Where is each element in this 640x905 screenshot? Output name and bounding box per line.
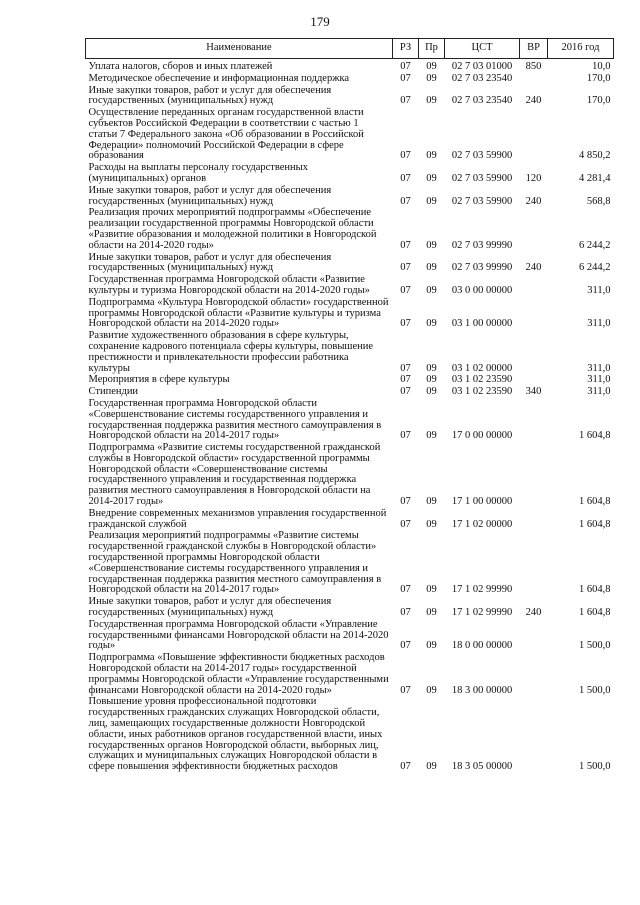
row-rz: 07: [400, 518, 411, 530]
row-cst: 17 0 00 00000: [451, 430, 513, 442]
row-sum: 311,0: [587, 284, 611, 296]
row-pr: 09: [426, 518, 437, 530]
row-vr: [520, 331, 548, 375]
row-pr: 09: [426, 640, 437, 652]
row-name: Расходы на выплаты персоналу государственных (муниципальных) органов: [88, 162, 308, 184]
row-sum: 170,0: [586, 72, 611, 84]
row-cst: 03 1 00 00000: [451, 318, 513, 330]
table-row: [86, 443, 614, 509]
row-name: Государственная программа Новгородской области «Развитие культуры и туризма Новгородской области на 2014-2020 годы»: [88, 274, 370, 296]
row-name: Иные закупки товаров, работ и услуг для обеспечения государственных (муниципальных) нужд: [88, 84, 332, 107]
row-sum: 6 244,2: [579, 239, 611, 251]
row-sum: 6 244,2: [579, 262, 611, 274]
row-rz: 07: [400, 195, 411, 207]
row-cst: 03 0 00 00000: [451, 284, 513, 296]
header-name: Наименование: [86, 39, 393, 59]
row-rz: 07: [400, 761, 411, 773]
budget-table: [85, 38, 614, 774]
header-rz: РЗ: [393, 39, 419, 59]
table-row: [86, 697, 614, 774]
row-cst: 02 7 03 59900: [451, 150, 513, 162]
row-cst: 02 7 03 99990: [451, 262, 513, 274]
row-pr: 09: [426, 262, 437, 274]
row-cst: 03 1 02 23590: [451, 374, 513, 386]
row-sum: 1 500,0: [579, 684, 611, 696]
row-pr: 09: [426, 430, 437, 442]
row-vr: [520, 531, 548, 597]
row-name: Внедрение современных механизмов управления государственной гражданской службой: [88, 507, 387, 530]
row-pr: 09: [426, 195, 437, 207]
row-vr: [520, 208, 548, 252]
row-sum: 4 850,2: [579, 150, 611, 162]
row-rz: 07: [400, 386, 411, 398]
row-vr: 240: [525, 95, 542, 107]
row-name: Повышение уровня профессиональной подготовки государственных гражданских служащих Новгородской области, лиц, замещающих государственные должности Новгородской области, иных работников органов государственной власти, иных государственных органов Новгородской области, выборных лиц, служащих и муниципальных служащих Новгородской области в сфере повышения эффективности бюджетных расходов: [88, 696, 383, 773]
row-cst: 02 7 03 23540: [451, 72, 513, 84]
table-header-row: [86, 39, 614, 59]
row-vr: 240: [525, 262, 542, 274]
row-vr: [520, 108, 548, 163]
row-pr: 09: [426, 362, 437, 374]
row-vr: [520, 509, 548, 532]
row-pr: 09: [426, 72, 437, 84]
row-rz: 07: [400, 640, 411, 652]
row-vr: 240: [525, 607, 542, 619]
row-vr: [520, 620, 548, 653]
row-cst: 02 7 03 01000: [451, 61, 513, 72]
table-row: [86, 399, 614, 443]
header-vr: ВР: [520, 39, 548, 59]
table-row: [86, 74, 614, 86]
row-rz: 07: [400, 318, 411, 330]
row-rz: 07: [400, 172, 411, 184]
row-name: Иные закупки товаров, работ и услуг для обеспечения государственных (муниципальных) нужд: [88, 596, 332, 619]
row-sum: 311,0: [587, 318, 611, 330]
row-sum: 311,0: [587, 386, 611, 398]
row-cst: 17 1 00 00000: [451, 496, 513, 508]
row-sum: 311,0: [587, 362, 611, 374]
row-pr: 09: [426, 150, 437, 162]
row-pr: 09: [426, 374, 437, 386]
row-name: Стипендии: [88, 386, 139, 398]
row-rz: 07: [400, 584, 411, 596]
row-pr: 09: [426, 386, 437, 398]
row-name: Подпрограмма «Культура Новгородской области» государственной программы Новгородской области «Развитие культуры и туризма Новгородской области на 2014-2020 годы»: [88, 296, 389, 330]
table-row: [86, 531, 614, 597]
row-pr: 09: [426, 61, 437, 72]
table-row: [86, 653, 614, 697]
row-rz: 07: [400, 496, 411, 508]
row-pr: 09: [426, 239, 437, 251]
row-name: Методическое обеспечение и информационная поддержка: [88, 72, 350, 84]
row-cst: 18 3 00 00000: [451, 684, 513, 696]
row-name: Государственная программа Новгородской области «Совершенствование системы государственного управления и государственная поддержка развития местного самоуправления в Новгородской области на 2014-2017 годы»: [88, 397, 382, 442]
row-vr: [520, 298, 548, 331]
row-sum: 1 604,8: [579, 496, 611, 508]
row-cst: 17 1 02 99990: [451, 607, 513, 619]
row-cst: 17 1 02 99990: [451, 584, 513, 596]
row-vr: [520, 399, 548, 443]
header-pr: Пр: [419, 39, 445, 59]
row-name: Развитие художественного образования в сфере культуры, сохранение кадрового потенциала сферы культуры, повышение престижности и привлекательности профессии работника культуры: [88, 330, 374, 374]
table-row: [86, 86, 614, 109]
row-vr: [520, 74, 548, 86]
row-rz: 07: [400, 61, 411, 72]
row-pr: 09: [426, 284, 437, 296]
row-sum: 1 604,8: [579, 430, 611, 442]
row-rz: 07: [400, 72, 411, 84]
table-row: [86, 186, 614, 209]
row-vr: 240: [525, 195, 542, 207]
row-name: Иные закупки товаров, работ и услуг для обеспечения государственных (муниципальных) нужд: [88, 184, 332, 207]
row-cst: 18 0 00 00000: [451, 640, 513, 652]
table-row: [86, 253, 614, 276]
row-name: Реализация мероприятий подпрограммы «Развитие системы государственной гражданской службы в Новгородской области» государственной программы Новгородской области «Совершенствование системы государственного управления и государственная поддержка развития местного самоуправления в Новгородской области на 2014-2017 годы»: [88, 530, 382, 596]
row-cst: 02 7 03 23540: [451, 95, 513, 107]
row-sum: 1 604,8: [579, 584, 611, 596]
row-rz: 07: [400, 150, 411, 162]
row-sum: 1 604,8: [579, 607, 611, 619]
table-row: [86, 509, 614, 532]
row-sum: 4 281,4: [579, 172, 611, 184]
row-pr: 09: [426, 496, 437, 508]
row-pr: 09: [426, 172, 437, 184]
table-row: [86, 331, 614, 375]
row-sum: 1 500,0: [579, 640, 611, 652]
row-sum: 1 604,8: [579, 518, 611, 530]
header-sum: 2016 год: [548, 39, 614, 59]
row-pr: 09: [426, 761, 437, 773]
row-rz: 07: [400, 262, 411, 274]
row-sum: 10,0: [592, 61, 611, 72]
row-vr: 340: [525, 386, 542, 398]
row-pr: 09: [426, 95, 437, 107]
row-pr: 09: [426, 607, 437, 619]
row-name: Уплата налогов, сборов и иных платежей: [88, 61, 273, 72]
row-rz: 07: [400, 284, 411, 296]
row-vr: [520, 697, 548, 774]
table-row: [86, 208, 614, 252]
row-rz: 07: [400, 362, 411, 374]
row-sum: 170,0: [586, 95, 611, 107]
row-pr: 09: [426, 684, 437, 696]
table-row: [86, 298, 614, 331]
table-row: [86, 163, 614, 186]
row-sum: 1 500,0: [579, 761, 611, 773]
row-rz: 07: [400, 430, 411, 442]
row-cst: 02 7 03 59900: [451, 172, 513, 184]
row-name: Подпрограмма «Повышение эффективности бюджетных расходов Новгородской области на 2014-2017 годы» государственной программы Новгородской области «Управление государственными финансами Новгородской области на 2014-2020 годы»: [88, 652, 389, 696]
table-row: [86, 59, 614, 74]
row-name: Реализация прочих мероприятий подпрограммы «Обеспечение реализации государственной программы Новгородской области «Развитие образования и молодежной политики в Новгородской области на 2014-2020 годы»: [88, 207, 377, 251]
row-rz: 07: [400, 95, 411, 107]
row-vr: 120: [525, 172, 542, 184]
row-rz: 07: [400, 607, 411, 619]
table-row: [86, 108, 614, 163]
row-cst: 17 1 02 00000: [451, 518, 513, 530]
row-name: Государственная программа Новгородской области «Управление государственными финансами Новгородской области на 2014-2020 годы»: [88, 618, 389, 652]
row-cst: 03 1 02 23590: [451, 386, 513, 398]
row-name: Иные закупки товаров, работ и услуг для обеспечения государственных (муниципальных) нужд: [88, 251, 332, 274]
row-vr: [520, 275, 548, 298]
table-row: [86, 597, 614, 620]
row-cst: 18 3 05 00000: [451, 761, 513, 773]
row-vr: 850: [525, 61, 542, 72]
row-sum: 311,0: [587, 374, 611, 386]
row-pr: 09: [426, 318, 437, 330]
row-rz: 07: [400, 684, 411, 696]
table-row: [86, 620, 614, 653]
row-pr: 09: [426, 584, 437, 596]
row-name: Мероприятия в сфере культуры: [88, 374, 230, 386]
row-cst: 03 1 02 00000: [451, 362, 513, 374]
row-cst: 02 7 03 99990: [451, 239, 513, 251]
row-vr: [520, 653, 548, 697]
row-name: Осуществление переданных органам государственной власти субъектов Российской Федерации в соответствии с частью 1 статьи 7 Федерального закона «Об образовании в Российской Федерации» полномочий Российской Федерации в сфере образования: [88, 107, 364, 162]
row-rz: 07: [400, 374, 411, 386]
page-number: 179: [310, 14, 330, 29]
table-row: [86, 275, 614, 298]
row-cst: 02 7 03 59900: [451, 195, 513, 207]
header-cst: ЦСТ: [445, 39, 520, 59]
row-name: Подпрограмма «Развитие системы государственной гражданской службы в Новгородской области» государственной программы Новгородской области «Совершенствование системы государственного управления и государственная поддержка развития местного самоуправления в Новгородской области на 2014-2017 годы»: [88, 442, 381, 508]
row-vr: [520, 443, 548, 509]
row-rz: 07: [400, 239, 411, 251]
row-sum: 568,8: [586, 195, 611, 207]
